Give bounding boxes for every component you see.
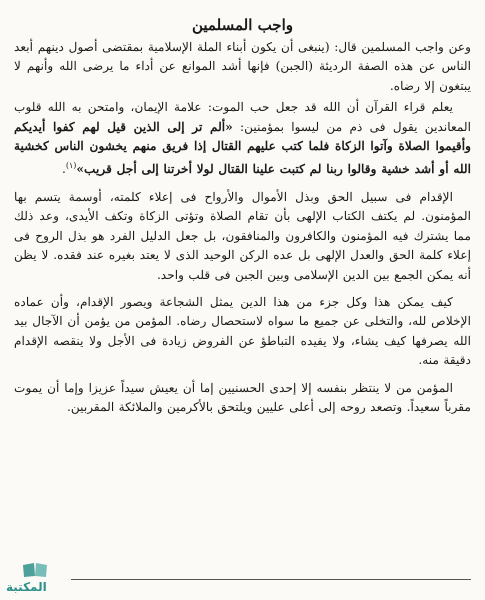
- paragraph-2-intro: يعلم قراء القرآن أن الله قد جعل حب الموت: علامة الإيمان، وامتحن به الله قلوب المعاندين يقول فى ذم من ليسوا بمؤمنين:: [14, 100, 471, 134]
- watermark-label: المكتبة: [6, 580, 47, 594]
- paragraph-5: المؤمن من لا ينتظر بنفسه إلا إحدى الحسنيين إما أن يعيش سيداً عزيزا وإما أن يموت مقرباً سعيداً. وتصعد روحه إلى أعلى عليين ويلتحق بالأكرمين والملائكة المقربين.: [14, 380, 471, 414]
- paragraph-2: [14, 98, 471, 180]
- document-page: [14, 14, 471, 574]
- footnote-divider: [71, 579, 471, 580]
- footnote-marker: (١): [65, 161, 77, 171]
- book-icon: [22, 562, 48, 578]
- quran-verse: «ألم تر إلى الذين قيل لهم كفوا أيديكم وأقيموا الصلاة وآتوا الزكاة فلما كتب عليهم القتال إذا فريق منهم يخشون الناس كخشية الله أو أشد خشية وقالوا ربنا لم كتبت علينا القتال لولا أخرتنا إلى أجل قريب»: [14, 119, 471, 177]
- paragraph-3: الإقدام فى سبيل الحق وبذل الأموال والأرواح فى إعلاء كلمته، أوسمة يتسم بها المؤمنون. لم يكتف الكتاب الإلهى بأن تقام الصلاة وتؤتى الزكاة وتكف الأيدى، وعد ذلك مما يشترك فيه المؤمنون والكافرون والمنافقون، بل جعل الدليل الفرد هو بذل الروح فى إعلاء كلمة الحق والعدل الإلهى بل عده الركن الوحيد الذى لا يعتد بغيره عند فقده. لا يظن أنه يمكن الجمع بين الدين الإسلامى وبين الجبن فى قلب واحد.: [14, 189, 471, 282]
- page-title: واجب المسلمين: [191, 16, 293, 34]
- library-watermark: [4, 560, 64, 596]
- paragraph-4: كيف يمكن هذا وكل جزء من هذا الدين يمثل الشجاعة ويصور الإقدام، وأن عماده الإخلاص لله، والتخلى عن جميع ما سواه لاستحصال رضاه. المؤمن من يؤمن أن الآجال بيد الله يصرفها كيف يشاء، ولا يفيده التباطؤ عن الفروض زيادة فى الأجل ولا ينقصه الإقدام دقيقة منه.: [14, 294, 471, 368]
- paragraph-2-end: .: [61, 162, 66, 177]
- paragraph-1: وعن واجب المسلمين قال: (ينبغى أن يكون أبناء الملة الإسلامية بمقتضى أصول دينهم أبعد الناس عن هذه الصفة الرديئة (الجبن) فإنها أشد الموانع عن أداء ما يرضى الله وأنهم لا يبتغون إلا رضاه.: [14, 40, 471, 93]
